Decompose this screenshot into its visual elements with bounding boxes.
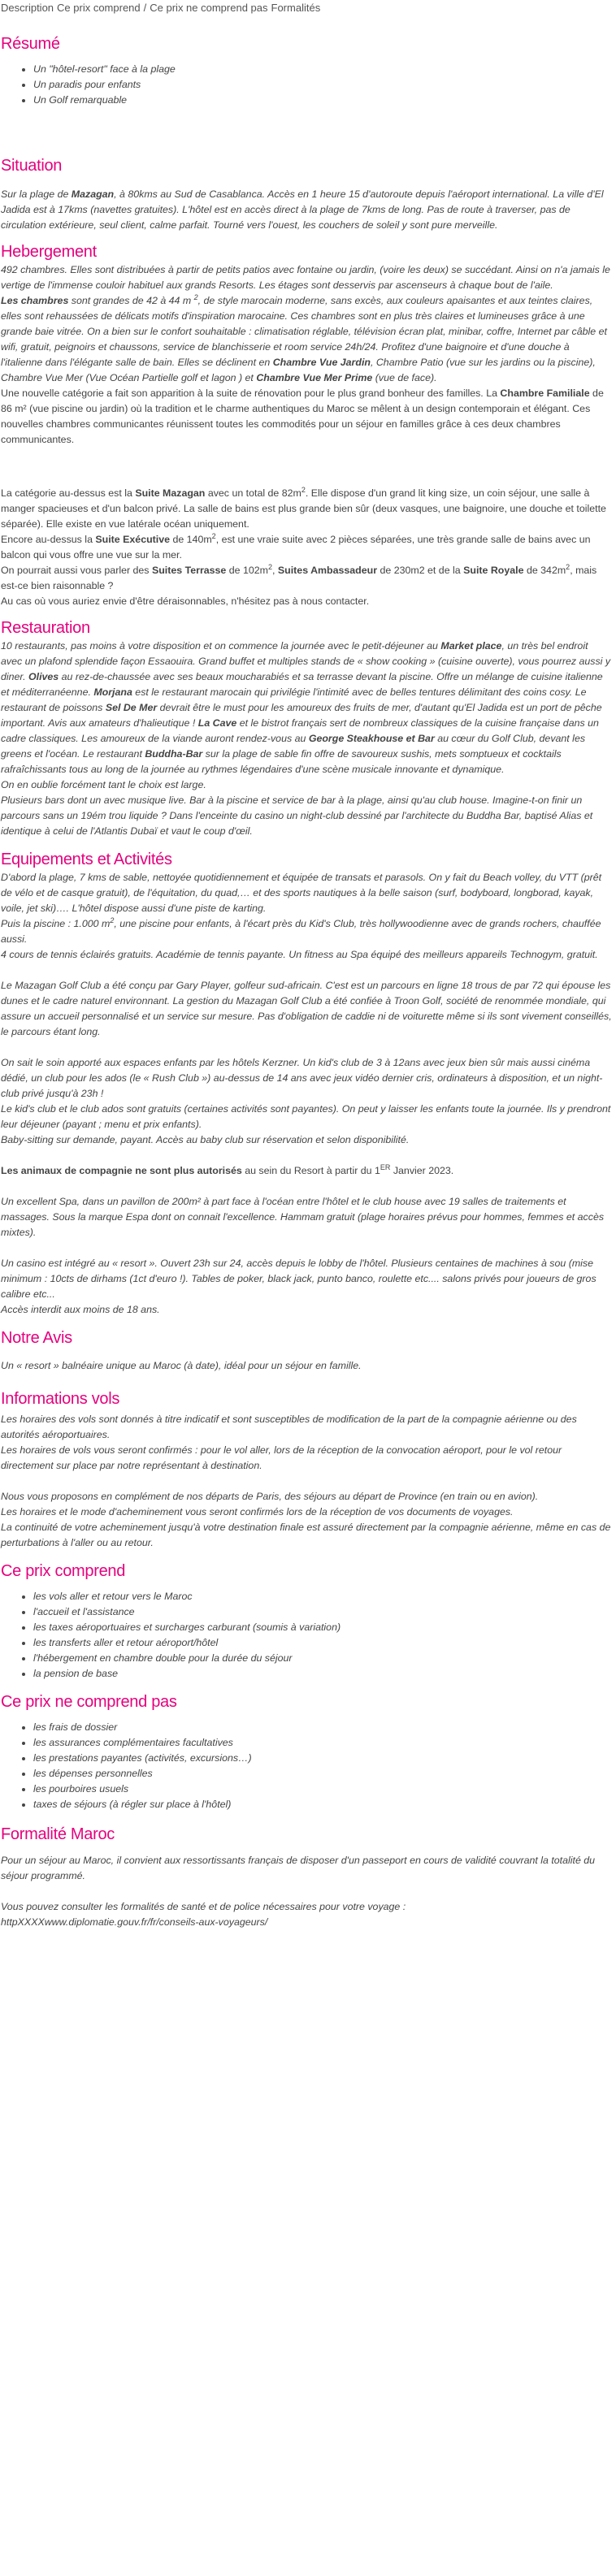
list-item: • l'hébergement en chambre double pour la durée du séjour <box>33 1651 612 1666</box>
section-situation <box>1 155 612 233</box>
list-item: • l'accueil et l'assistance <box>33 1604 612 1620</box>
hebergement-title: Hebergement <box>1 243 97 261</box>
situation-title: Situation <box>1 157 63 175</box>
infos-vols-province: Nous vous proposons en complément de nos départs de Paris, des séjours au départ de Province (en train ou en avion). <box>1 1491 539 1502</box>
infos-vols-continuite: La continuité de votre acheminement jusqu'à votre destination finale est assuré directement par la compagnie aérienne, même en cas de perturbations à l'aller ou au retour. <box>1 1522 611 1548</box>
restauration-bars: Plusieurs bars dont un avec musique live. Bar à la piscine et service de bar à la plage, ainsi qu'au club house. Imagine-t-on finir un parcours sans un 19ém trou liquide ? Dans l'enceinte du casino un night-club dessiné par l'architecte du Buddha Bar, baptisé Alias et identique à celui de l'Atlantis Dubaï et vaut le coup d'œil. <box>1 794 593 837</box>
equipements-plage: D'abord la plage, 7 kms de sable, nettoyée quotidiennement et équipée de transats et parasols. On y fait du Beach volley, du VTT (prêt de vélo et de casque gratuit), de l'équitation, du quad,… et des sports nautiques à la belle saison (surf, bodyboard, longborad, kayak, voile, jet ski)…. L'hôtel dispose aussi d'une piste de karting. <box>1 872 602 914</box>
list-item: • les assurances complémentaires facultatives <box>33 1735 612 1751</box>
section-resume <box>1 33 612 108</box>
equipements-baby-sitting: Baby-sitting sur demande, payant. Accès au baby club sur réservation et selon disponibilité. <box>1 1134 410 1145</box>
section-informations-vols <box>1 1388 612 1551</box>
infos-vols-confirmation: Les horaires de vols vous seront confirmés : pour le vol aller, lors de la réception de la convocation aéroport, pour le vol retour directement sur place par notre représentant à destination. <box>1 1444 562 1471</box>
list-item: • les dépenses personnelles <box>33 1766 612 1782</box>
hebergement-chambres: Les chambres sont grandes de 42 à 44 m $^2$, de style marocain moderne, sans excès, aux couleurs apaisantes et aux teintes claires, elles sont rehaussées de délicats motifs d'inspiration marocaine. Ces chambres sont en plus très claires et lumineuses grâce à une grande baie vitrée. On a bien sur le confort souhaitable : climatisation réglable, télévision écran plat, minibar, coffre, Internet par câble et wifi, gratuit, peignoirs et chaussons, service de blanchisserie et room service 24h/24. Profitez d'une baignoire et d'une douche à l'italienne dans l'élégante salle de bain. Elles se déclinent en Chambre Vue Jardin, Chambre Patio (vue sur les jardins ou la piscine), Chambre Vue Mer (Vue Océan Partielle golf et lagon ) et Chambre Vue Mer Prime (vue de face). <box>1 292 607 383</box>
avis-title: Notre Avis <box>1 1329 72 1347</box>
restauration-text: 10 restaurants, pas moins à votre disposition et on commence la journée avec le petit-déjeuner au Market place, un très bel endroit avec un plafond splendide façon Essaouira. Grand buffet et multiples stands de « show cooking » (cuisine ouverte), vous pourrez aussi y diner. Olives au rez-de-chaussée avec ses beaux moucharabiés et sa terrasse devant la piscine. Offre un mélange de cuisine italienne et méditerranéenne. Morjana est le restaurant marocain qui privilégie l'intimité avec de belles tentures délimitant des coins cosy. Le restaurant de poissons Sel De Mer devrait être le must pour les amoureux des fruits de mer, d'autant qu'El Jadida est un port de pêche important. Avis aux amateurs d'halieutique ! La Cave et le bistrot français sert de nombreux classiques de la cuisine française dans un cadre classiques. Les amoureux de la viande auront rendez-vous au George Steakhouse et Bar au cœur du Golf Club, devant les greens et l'océan. Le restaurant Buddha-Bar sur la plage de sable fin offre de savoureux sushis, mets somptueux et cocktails rafraîchissants tous au long de la journée au rythmes légendaires d'une scène musicale innovante et dynamique. <box>1 640 611 775</box>
infos-vols-acheminement: Les horaires et le mode d'acheminement vous seront confirmés lors de la réception de vos documents de voyages. <box>1 1506 514 1517</box>
list-item: • Un paradis pour enfants <box>33 77 612 93</box>
list-item: • taxes de séjours (à régler sur place à l'hôtel) <box>33 1797 612 1812</box>
list-item: • Un Golf remarquable <box>33 93 612 108</box>
section-equipements <box>1 849 612 1318</box>
equipements-title: Equipements et Activités <box>1 851 172 868</box>
list-item: • Un "hôtel-resort" face à la plage <box>33 62 612 77</box>
list-item: • les taxes aéroportuaires et surcharges carburant (soumis à variation) <box>33 1620 612 1635</box>
equipements-enfants: On sait le soin apporté aux espaces enfants par les hôtels Kerzner. Un kid's club de 3 à 12ans avec jeux bien sûr mais aussi cinéma dédié, un club pour les ados (le « Rush Club ») au-dessus de 14 ans avec jeux vidéo dernier cris, ordinateurs à disposition, et un night-club privé jusqu'à 23h ! <box>1 1057 603 1099</box>
restauration-title: Restauration <box>1 619 90 637</box>
list-item: • les prestations payantes (activités, excursions…) <box>33 1751 612 1766</box>
hebergement-suite-executive: Encore au-dessus la Suite Exécutive de $140m^2$, est une vraie suite avec 2 pièces séparées, une très grande salle de bains avec un balcon qui vous offre une vue sur la mer. <box>1 531 591 561</box>
nav-description[interactable]: Description <box>1 2 54 14</box>
ne-comprend-list <box>1 1720 612 1812</box>
equipements-casino: Un casino est intégré au « resort ». Ouvert 23h sur 24, accès depuis le lobby de l'hôtel. Plusieurs centaines de machines à sou (mise minimum : 10cts de dirhams (1ct d'euro !). Tables de poker, black jack, punto banco, roulette etc.... salons privés pour joueurs de gros calibre etc... <box>1 1258 596 1300</box>
comprend-list <box>1 1589 612 1682</box>
list-item: • les pourboires usuels <box>33 1782 612 1797</box>
list-item: • les transferts aller et retour aéroport/hôtel <box>33 1635 612 1651</box>
ne-comprend-title: Ce prix ne comprend pas <box>1 1693 177 1711</box>
section-hebergement <box>1 241 612 609</box>
comprend-title: Ce prix comprend <box>1 1562 126 1580</box>
hebergement-intro: 492 chambres. Elles sont distribuées à partir de petits patios avec fontaine ou jardin, (voire les deux) se succédant. Ainsi on n'a jamais le vertige de l'immense couloir habituel aux grands Resorts. Les étages sont desservis par ascenseurs à chaque bout de l'aile. <box>1 264 610 291</box>
equipements-golf: Le Mazagan Golf Club a été conçu par Gary Player, golfeur sud-africain. C'est est un parcours en ligne 18 trous de par 72 qui épouse les dunes et le cadre naturel environnant. La gestion du Mazagan Golf Club a été confiée à Troon Golf, société de renommée mondiale, qui assure un accueil personnalisé et un service sur mesure. Pas d'obligation de caddie ni de voiturette même si ils sont vivement conseillés, le parcours étant long. <box>1 980 612 1037</box>
equipements-casino-age: Accès interdit aux moins de 18 ans. <box>1 1304 160 1315</box>
nav-formalites[interactable]: Formalités <box>271 2 321 14</box>
hebergement-autres-suites: On pourrait aussi vous parler des Suites Terrasse de $102m^2$, Suites Ambassadeur de 230m2 et de la Suite Royale de $342m^2$, mais est-ce bien raisonnable ? <box>1 562 597 591</box>
hebergement-familiale: Une nouvelle catégorie a fait son apparition à la suite de rénovation pour le plus grand bonheur des familles. La Chambre Familiale de 86 m² (vue piscine ou jardin) où la tradition et le charme authentiques du Maroc se mêlent à un design contemporain et élégant. Ces nouvelles chambres communicantes réunissent toutes les commodités pour un séjour en familles grâce à ces deux chambres communicantes. <box>1 387 604 445</box>
nav-ce-prix-comprend[interactable]: Ce prix comprend <box>57 2 141 14</box>
situation-text: Sur la plage de Mazagan, à 80kms au Sud de Casablanca. Accès en 1 heure 15 d'autoroute depuis l'aéroport international. La ville d'El Jadida est à 17kms (navettes gratuites). L'hôtel est en accès direct à la plage de 7kms de long. Pas de route à traverser, pas de circulation extérieure, seul client, calme parfait. Tourné vers l'ouest, les couchers de soleil y sont pure merveille. <box>1 188 604 231</box>
equipements-kids-club: Le kid's club et le club ados sont gratuits (certaines activités sont payantes). On peut y laisser les enfants toute la journée. Ils y prendront leur déjeuner (payant ; menu et prix enfants). <box>1 1103 611 1130</box>
formalites-passeport: Pour un séjour au Maroc, il convient aux ressortissants français de disposer d'un passeport en cours de validité couvrant la totalité du séjour programmé. <box>1 1855 596 1881</box>
restauration-choix: On en oublie forcément tant le choix est large. <box>1 779 206 790</box>
equipements-spa: Un excellent Spa, dans un pavillon de 200m² à part face à l'océan entre l'hôtel et le club house avec 19 salles de traitements et massages. Sous la marque Espa dont on connait l'excellence. Hammam gratuit (plage horaires prévus pour hommes, femmes et accès mixtes). <box>1 1196 605 1238</box>
formalites-consulter: Vous pouvez consulter les formalités de santé et de police nécessaires pour votre voyage : <box>1 1901 406 1912</box>
equipements-tennis: 4 cours de tennis éclairés gratuits. Académie de tennis payante. Un fitness au Spa équipé des meilleurs appareils Technogym, gratuit. <box>1 949 598 960</box>
infos-vols-horaires: Les horaires des vols sont donnés à titre indicatif et sont susceptibles de modification de la part de la compagnie aérienne ou des autorités aéroportuaires. <box>1 1414 577 1440</box>
nav-separator: / <box>143 2 147 14</box>
hebergement-contact: Au cas où vous auriez envie d'être déraisonnables, n'hésitez pas à nous contacter. <box>1 595 370 607</box>
section-restauration <box>1 617 612 839</box>
formalites-link[interactable]: httpXXXXwww.diplomatie.gouv.fr/fr/conseils-aux-voyageurs/ <box>1 1916 268 1928</box>
list-item: • les vols aller et retour vers le Maroc <box>33 1589 612 1604</box>
list-item: • la pension de base <box>33 1666 612 1682</box>
formalites-title: Formalité Maroc <box>1 1825 115 1843</box>
list-item: • les frais de dossier <box>33 1720 612 1735</box>
resume-title: Résumé <box>1 35 60 53</box>
section-ce-prix-ne-comprend-pas <box>1 1691 612 1812</box>
section-avis <box>1 1327 612 1374</box>
equipements-piscine: Puis la piscine : 1.000 $m^2$, une piscine pour enfants, à l'écart près du Kid's Club, très hollywoodienne avec de grands rochers, chauffée aussi. <box>1 916 601 945</box>
section-formalites <box>1 1824 612 1930</box>
resume-list <box>1 62 612 108</box>
hebergement-suite-mazagan: La catégorie au-dessus est la Suite Mazagan avec un total de $82m^2$. Elle dispose d'un grand lit king size, un coin séjour, une salle à manger spacieuses et d'un balcon privé. La salle de bains est plus grande bien sûr (deux vasques, une baignoire, une douche et toilette séparée). Elle existe en vue latérale océan uniquement. <box>1 485 606 530</box>
equipements-animaux: Les animaux de compagnie ne sont plus autorisés au sein du Resort à partir du 1ER Janvier 2023. <box>1 1162 454 1176</box>
top-nav <box>1 0 612 15</box>
infos-vols-title: Informations vols <box>1 1390 120 1408</box>
nav-ce-prix-ne-comprend-pas[interactable]: Ce prix ne comprend pas <box>150 2 268 14</box>
section-ce-prix-comprend <box>1 1561 612 1682</box>
avis-text: Un « resort » balnéaire unique au Maroc (à date), idéal pour un séjour en famille. <box>1 1360 362 1371</box>
